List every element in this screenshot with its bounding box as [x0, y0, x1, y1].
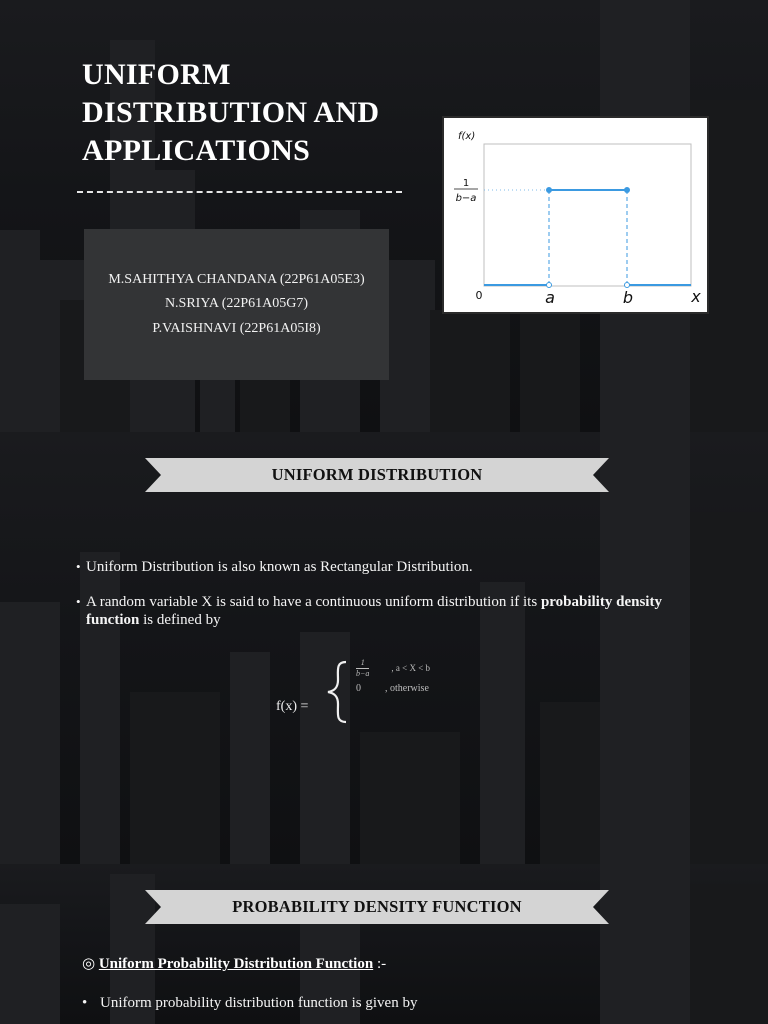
- bullet-text-post: is defined by: [139, 612, 221, 628]
- y-axis-label: f(x): [458, 131, 476, 142]
- point-a-closed: [546, 187, 552, 193]
- left-brace-icon: [324, 660, 352, 724]
- city-skyline-background: [0, 432, 768, 864]
- title-line-2: DISTRIBUTION AND: [82, 96, 380, 129]
- pdf-formula: [276, 650, 496, 722]
- point-b-closed: [624, 187, 630, 193]
- bullet-pdf-definition: [76, 593, 716, 629]
- bullet-rectangular: [76, 558, 716, 576]
- formula-case-1: [356, 658, 430, 679]
- case2-value: 0: [356, 683, 361, 694]
- section-banner-pdf: [145, 890, 609, 924]
- case1-numerator: 1: [356, 658, 369, 669]
- title-line-3: APPLICATIONS: [82, 134, 311, 167]
- uniform-distribution-slide: [0, 432, 768, 864]
- author-2: N.SRIYA (22P61A05G7): [164, 296, 309, 312]
- point-a-open: [547, 283, 552, 288]
- point-b-open: [625, 283, 630, 288]
- title-slide: [0, 0, 768, 432]
- title-line-1: UNIFORM: [82, 58, 231, 91]
- pdf-subheading: [82, 954, 386, 973]
- x-axis-label: x: [691, 287, 701, 306]
- definition-bullets: [76, 558, 716, 646]
- authors-box: [84, 229, 389, 380]
- pdf-bullets: [82, 994, 417, 1012]
- bullet-text-bold: probability density function: [86, 594, 662, 628]
- bullet-text: Uniform Distribution is also known as Rectangular Distribution.: [86, 559, 473, 575]
- author-1: M.SAHITHYA CHANDANA (22P61A05E3): [108, 271, 365, 287]
- pdf-slide: [0, 864, 768, 1024]
- case2-condition: , otherwise: [385, 683, 429, 694]
- case1-denominator: b−a: [356, 669, 370, 678]
- formula-lhs: f(x) =: [276, 699, 309, 714]
- case1-condition: , a < X < b: [391, 662, 431, 673]
- b-label: b: [622, 288, 634, 307]
- plot-frame: [484, 144, 691, 286]
- uniform-pdf-svg: [444, 118, 707, 312]
- origin-label: 0: [475, 289, 483, 302]
- formula-case-2: [356, 683, 429, 694]
- author-3: P.VAISHNAVI (22P61A05I8): [152, 320, 321, 336]
- subheading-title: Uniform Probability Distribution Function: [98, 956, 374, 972]
- y-tick-denominator: b−a: [455, 193, 477, 204]
- bullet-pdf-given-by: • Uniform probability distribution function is given by: [82, 994, 417, 1012]
- y-tick-numerator: 1: [462, 178, 470, 189]
- bullet-text-pre: A random variable X is said to have a continuous uniform distribution if its: [86, 594, 541, 610]
- banner-title: PROBABILITY DENSITY FUNCTION: [232, 897, 522, 916]
- bullseye-icon: ◎: [82, 956, 96, 972]
- presentation-title: [82, 56, 422, 170]
- a-label: a: [545, 288, 555, 307]
- uniform-pdf-figure: [442, 116, 709, 314]
- section-banner-uniform-distribution: [145, 458, 609, 492]
- subheading-suffix: :-: [373, 956, 387, 972]
- banner-title: UNIFORM DISTRIBUTION: [271, 465, 483, 484]
- case1-fraction: [356, 658, 369, 679]
- dashed-divider: [77, 191, 402, 193]
